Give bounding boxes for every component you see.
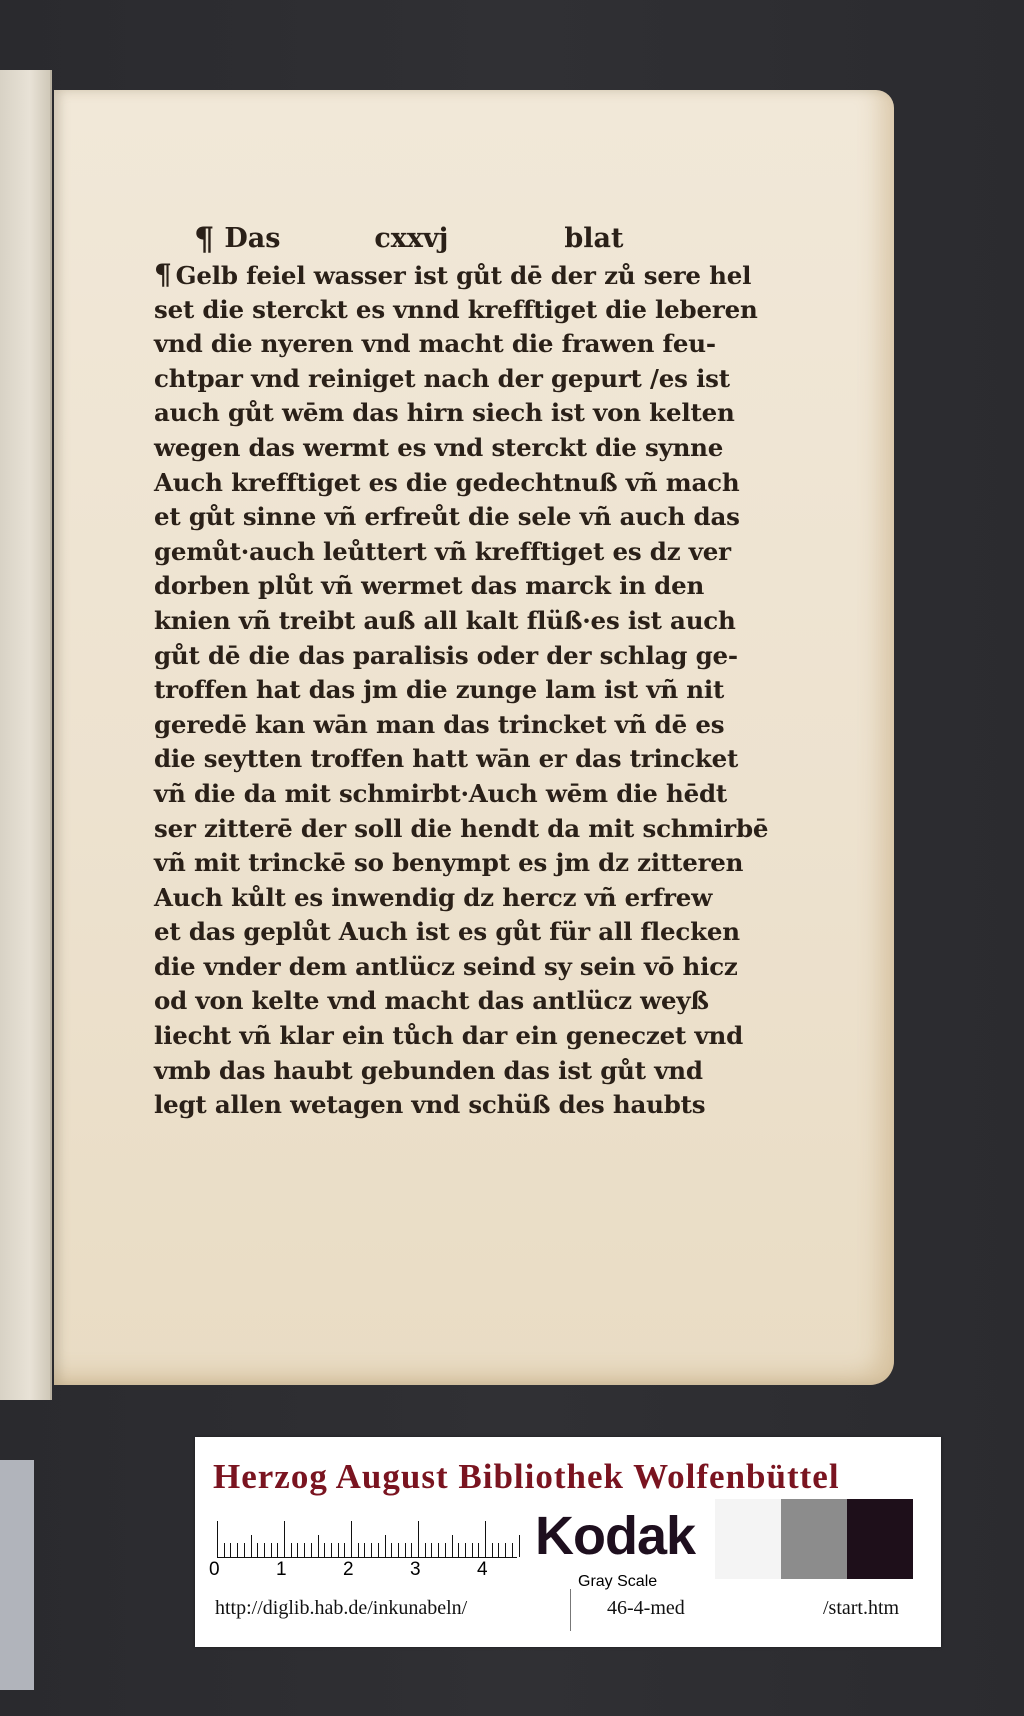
kodak-logo: Kodak	[535, 1506, 696, 1566]
ruler-tick	[478, 1543, 479, 1557]
text-line: die vnder dem antlücz seind sy sein vō hicz	[154, 951, 738, 981]
gray-swatch-mid	[781, 1499, 847, 1579]
ruler-tick	[291, 1543, 292, 1557]
library-title: Herzog August Bibliothek Wolfenbüttel	[213, 1457, 840, 1496]
color-reference-card	[195, 1437, 941, 1647]
scale-ruler	[217, 1517, 517, 1558]
text-line: wegen das wermt es vnd sterckt die synne	[154, 432, 724, 462]
text-line: gůt dē die das paralisis oder der schlag ge-	[154, 640, 738, 670]
text-line: vñ mit trinckē so benympt es jm dz zitteren	[154, 848, 744, 878]
text-line: od von kelte vnd macht das antlücz weyß	[154, 986, 709, 1016]
text-line: et das geplůt Auch ist es gůt für all flecken	[154, 917, 740, 947]
ruler-tick	[358, 1543, 359, 1557]
text-line-content: Gelb feiel wasser ist gůt dē der zů sere hel	[175, 261, 752, 290]
text-line: ser zitterē der soll die hendt da mit schmirbē	[154, 813, 769, 843]
ruler-tick	[217, 1521, 218, 1557]
text-line: knien vñ treibt auß all kalt flüß·es ist auch	[154, 605, 736, 635]
ruler-number: 2	[343, 1559, 354, 1580]
text-line: vnd die nyeren vnd macht die frawen feu-	[154, 329, 716, 359]
ruler-tick	[485, 1521, 486, 1557]
ruler-tick	[411, 1543, 412, 1557]
ruler-tick	[458, 1543, 459, 1557]
text-line	[154, 258, 764, 293]
ruler-tick	[405, 1543, 406, 1557]
ruler-tick	[351, 1521, 352, 1557]
ruler-tick	[230, 1543, 231, 1557]
heading-left: Das	[224, 223, 281, 254]
ruler-tick	[465, 1543, 466, 1557]
ruler-number: 1	[276, 1559, 287, 1580]
previous-leaf-label-strip	[0, 1460, 34, 1690]
ruler-tick	[344, 1543, 345, 1557]
gray-swatch-light	[715, 1499, 781, 1579]
folio-number: cxxvj	[374, 223, 449, 254]
text-line: legt allen wetagen vnd schüß des haubts	[154, 1090, 706, 1120]
gray-scale-label: Gray Scale	[578, 1573, 658, 1590]
ruler-tick	[297, 1543, 298, 1557]
text-line: et gůt sinne vñ erfreůt die sele vñ auch das	[154, 502, 740, 532]
footer-divider	[570, 1589, 571, 1631]
text-line: gemůt·auch leůttert vñ krefftiget es dz ver	[154, 536, 731, 566]
ruler-tick	[445, 1543, 446, 1557]
ruler-tick	[251, 1535, 252, 1557]
ruler-tick	[284, 1521, 285, 1557]
text-line: vñ die da mit schmirbt·Auch wēm die hēdt	[154, 778, 728, 808]
ruler-tick	[257, 1543, 258, 1557]
ruler-tick	[264, 1543, 265, 1557]
ruler-tick	[391, 1543, 392, 1557]
footer-shelfmark: 46-4-med	[607, 1597, 685, 1619]
text-line: auch gůt wēm das hirn siech ist von kelten	[154, 398, 735, 428]
ruler-number: 4	[477, 1559, 488, 1580]
text-line: Auch kůlt es inwendig dz hercz vñ erfrew	[154, 882, 713, 912]
footer-page: /start.htm	[823, 1597, 900, 1619]
gray-swatch-dark	[847, 1499, 913, 1579]
text-line: die seytten troffen hatt wān er das trincket	[154, 744, 739, 774]
text-line: vmb das haubt gebunden das ist gůt vnd	[154, 1055, 703, 1085]
text-line: liecht vñ klar ein tůch dar ein geneczet vnd	[154, 1021, 744, 1051]
ruler-tick	[237, 1543, 238, 1557]
ruler-tick	[338, 1543, 339, 1557]
pilcrow-icon: ¶	[154, 258, 172, 291]
book-page	[54, 90, 894, 1385]
ruler-tick	[378, 1543, 379, 1557]
text-line: chtpar vnd reiniget nach der gepurt /es ist	[154, 363, 730, 393]
footer-url: http://diglib.hab.de/inkunabeln/	[215, 1597, 468, 1619]
ruler-tick	[492, 1543, 493, 1557]
ruler-number: 3	[410, 1559, 421, 1580]
pilcrow-icon: ¶	[194, 220, 215, 258]
text-line: troffen hat das jm die zunge lam ist vñ nit	[154, 675, 725, 705]
ruler-tick	[519, 1535, 520, 1557]
ruler-tick	[505, 1543, 506, 1557]
text-line: set die sterckt es vnnd krefftiget die leberen	[154, 294, 758, 324]
ruler-tick	[472, 1543, 473, 1557]
ruler-tick	[512, 1543, 513, 1557]
heading-right: blat	[564, 223, 624, 254]
ruler-tick	[438, 1543, 439, 1557]
ruler-tick	[431, 1543, 432, 1557]
page-text-block	[154, 220, 769, 1123]
text-line: geredē kan wān man das trincket vñ dē es	[154, 709, 725, 739]
previous-leaf-edge	[0, 70, 52, 1400]
ruler-tick	[364, 1543, 365, 1557]
ruler-tick	[418, 1521, 419, 1557]
ruler-tick	[371, 1543, 372, 1557]
ruler-tick	[385, 1535, 386, 1557]
ruler-tick	[331, 1543, 332, 1557]
ruler-tick	[324, 1543, 325, 1557]
text-line: Auch krefftiget es die gedechtnuß vñ mach	[154, 467, 740, 497]
ruler-tick	[244, 1543, 245, 1557]
ruler-tick	[425, 1543, 426, 1557]
ruler-tick	[304, 1543, 305, 1557]
ruler-number: 0	[209, 1559, 220, 1580]
ruler-tick	[311, 1543, 312, 1557]
ruler-tick	[224, 1543, 225, 1557]
ruler-tick	[271, 1543, 272, 1557]
ruler-tick	[277, 1543, 278, 1557]
ruler-tick	[318, 1535, 319, 1557]
ruler-tick	[498, 1543, 499, 1557]
ruler-tick	[452, 1535, 453, 1557]
text-line: dorben plůt vñ wermet das marck in den	[154, 571, 705, 601]
page-heading	[194, 220, 764, 258]
ruler-tick	[398, 1543, 399, 1557]
